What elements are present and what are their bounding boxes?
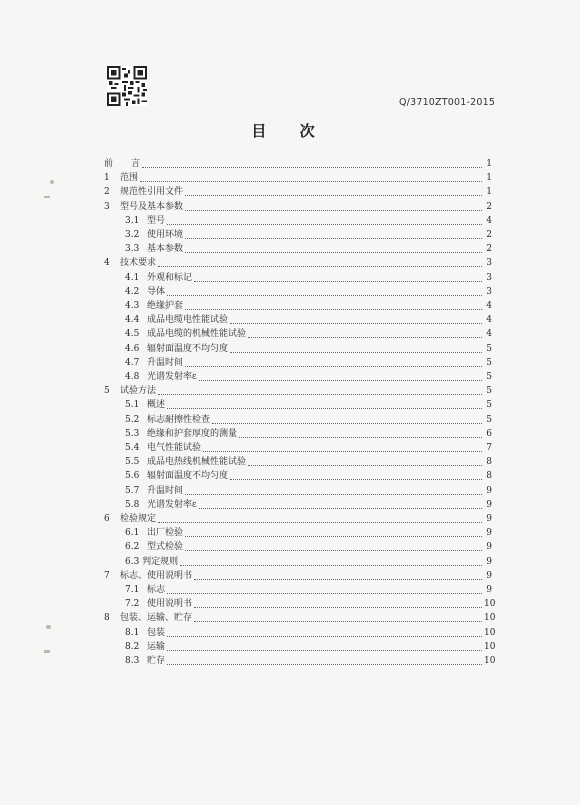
toc-entry xyxy=(125,270,492,284)
toc-entry-label: 导体 xyxy=(147,286,166,297)
toc-entry-page: 4 xyxy=(486,215,492,226)
toc-entry-number: 4.3 xyxy=(125,301,140,311)
toc-entry-label: 前 言 xyxy=(104,159,141,169)
toc-entry-label: 运输 xyxy=(147,641,166,652)
toc-leader-dots xyxy=(194,281,482,282)
toc-entry xyxy=(125,554,492,568)
toc-entry xyxy=(125,397,492,411)
toc-entry xyxy=(125,483,492,497)
toc-leader-dots xyxy=(199,508,482,509)
toc-leader-dots xyxy=(158,394,482,395)
toc-entry-page: 3 xyxy=(486,272,492,283)
toc-leader-dots xyxy=(199,380,482,381)
toc-entry-number: 4.8 xyxy=(125,372,140,382)
toc-entry-number: 4.4 xyxy=(125,315,140,326)
toc-entry xyxy=(125,341,492,355)
toc-entry xyxy=(125,326,492,340)
toc-entry-page: 1 xyxy=(486,173,492,184)
toc-entry-label: 概述 xyxy=(147,400,166,411)
toc-entry-page: 2 xyxy=(486,230,492,240)
toc-entry-page: 9 xyxy=(486,570,492,581)
toc-entry-label: 技术要求 xyxy=(120,258,157,269)
toc-leader-dots xyxy=(158,522,482,523)
toc-entry-label: 绝缘护套 xyxy=(147,301,184,311)
toc-entry xyxy=(125,653,496,667)
toc-entry-label: 规范性引用文件 xyxy=(120,187,184,198)
toc-leader-dots xyxy=(167,593,482,594)
toc-entry xyxy=(125,412,492,426)
toc-entry-number: 6.2 xyxy=(125,542,140,553)
toc-entry-page: 3 xyxy=(486,258,492,269)
toc-entry-page: 5 xyxy=(486,386,492,397)
toc-entry-number: 5.3 xyxy=(125,428,140,439)
toc-entry-page: 8 xyxy=(486,471,492,482)
toc-entry-number: 5.1 xyxy=(125,400,140,411)
toc-entry-page: 9 xyxy=(486,542,492,553)
toc-leader-dots xyxy=(158,266,482,267)
toc-entry-label: 包装 xyxy=(147,627,166,638)
toc-leader-dots xyxy=(167,650,482,651)
toc-entry xyxy=(125,227,492,241)
toc-entry xyxy=(104,170,492,184)
scan-mark xyxy=(44,196,50,198)
toc-entry xyxy=(125,241,492,255)
toc-leader-dots xyxy=(239,437,482,438)
toc-entry-number: 4.1 xyxy=(125,272,140,283)
toc-leader-dots xyxy=(185,536,482,537)
toc-entry xyxy=(125,596,496,610)
toc-entry-label: 辐射面温度不均匀度 xyxy=(147,471,229,482)
toc-entry-number: 8 xyxy=(104,613,110,624)
toc-entry xyxy=(125,312,492,326)
toc-entry-label: 升温时间 xyxy=(147,485,184,496)
toc-entry xyxy=(125,284,492,298)
toc-leader-dots xyxy=(185,195,482,196)
toc-entry-number: 3.2 xyxy=(125,230,140,240)
toc-entry xyxy=(125,298,492,312)
toc-entry-label: 型号 xyxy=(147,215,166,226)
toc-entry xyxy=(125,497,492,511)
toc-leader-dots xyxy=(185,550,482,551)
toc-entry-number: 8.1 xyxy=(125,627,140,638)
toc-entry-label: 绝缘和护套厚度的测量 xyxy=(147,428,238,439)
toc-entry xyxy=(125,582,492,596)
toc-entry-number: 5.8 xyxy=(125,499,140,510)
qr-code-icon xyxy=(107,66,147,106)
toc-entry-page: 1 xyxy=(486,159,492,169)
toc-entry-number: 4.6 xyxy=(125,343,140,354)
toc-entry xyxy=(125,355,492,369)
toc-leader-dots xyxy=(167,295,482,296)
toc-entry xyxy=(125,213,492,227)
toc-entry-label: 范围 xyxy=(120,173,139,184)
toc-entry-number: 5.2 xyxy=(125,414,140,425)
toc-leader-dots xyxy=(185,494,482,495)
toc-entry-page: 5 xyxy=(486,372,492,382)
toc-entry xyxy=(104,255,492,269)
toc-entry-label: 使用环境 xyxy=(147,230,184,240)
toc-entry xyxy=(104,511,492,525)
toc-entry-label: 成品电缆电性能试验 xyxy=(147,315,229,326)
toc-entry-label: 贮存 xyxy=(147,656,166,666)
toc-entry-label: 检验规定 xyxy=(120,514,157,524)
toc-leader-dots xyxy=(248,337,482,338)
toc-entry-number: 5.5 xyxy=(125,457,140,468)
toc-entry-label: 光谱发射率ε xyxy=(147,499,197,510)
toc-entry-page: 9 xyxy=(486,556,492,567)
toc-entry-page: 9 xyxy=(486,528,492,539)
toc-leader-dots xyxy=(194,621,482,622)
toc-entry-page: 9 xyxy=(486,499,492,510)
toc-entry-label: 标志、使用说明书 xyxy=(120,570,193,581)
toc-entry xyxy=(125,369,492,383)
toc-entry-page: 4 xyxy=(486,301,492,311)
toc-entry-page: 10 xyxy=(484,613,496,624)
toc-entry-page: 10 xyxy=(484,656,496,666)
toc-leader-dots xyxy=(203,451,482,452)
toc-entry-number: 8.3 xyxy=(125,656,140,666)
toc-entry-number: 5.6 xyxy=(125,471,140,482)
toc-entry-page: 10 xyxy=(484,599,496,610)
toc-entry-page: 5 xyxy=(486,414,492,425)
toc-entry-page: 9 xyxy=(486,514,492,524)
toc-entry-label: 标志耐擦性检查 xyxy=(147,414,211,425)
toc-entry-page: 3 xyxy=(486,286,492,297)
toc-entry-label: 标志 xyxy=(147,585,166,595)
toc-leader-dots xyxy=(180,565,482,566)
toc-entry-page: 2 xyxy=(486,244,492,255)
toc-entry-number: 3.3 xyxy=(125,244,140,255)
toc-leader-dots xyxy=(230,479,482,480)
toc-entry-number: 6 xyxy=(104,514,110,524)
toc-entry xyxy=(125,468,492,482)
toc-entry-label: 包装、运输、贮存 xyxy=(120,613,193,624)
toc-entry-label: 光谱发射率ε xyxy=(147,372,197,382)
scan-mark xyxy=(50,180,54,184)
toc-entry-page: 5 xyxy=(486,343,492,354)
toc-entry-number: 6.1 xyxy=(125,528,140,539)
toc-entry-label: 使用说明书 xyxy=(147,599,193,610)
toc-entry-label: 成品电缆的机械性能试验 xyxy=(147,329,247,340)
toc-entry-page: 5 xyxy=(486,400,492,411)
toc-entry-number: 3.1 xyxy=(125,215,140,226)
toc-entry-label: 出厂检验 xyxy=(147,528,184,539)
toc-entry-label: 基本参数 xyxy=(147,244,184,255)
page-title: 目 次 xyxy=(251,122,329,140)
toc-entry-page: 4 xyxy=(486,315,492,326)
toc-leader-dots xyxy=(140,181,482,182)
toc-leader-dots xyxy=(167,224,482,225)
toc-entry xyxy=(125,639,496,653)
scan-mark xyxy=(46,625,51,629)
standard-number: Q/3710ZT001-2015 xyxy=(399,97,496,108)
toc-entry-number: 4 xyxy=(104,258,110,269)
toc-leader-dots xyxy=(142,167,482,168)
toc-entry-number: 8.2 xyxy=(125,641,140,652)
toc-leader-dots xyxy=(185,252,482,253)
toc-entry-number: 3 xyxy=(104,201,110,212)
toc-entry xyxy=(125,454,492,468)
toc-leader-dots xyxy=(185,238,482,239)
toc-entry-page: 5 xyxy=(486,357,492,368)
toc-entry-label: 辐射面温度不均匀度 xyxy=(147,343,229,354)
toc-entry-number: 5 xyxy=(104,386,110,397)
toc-entry-number: 1 xyxy=(104,173,110,184)
toc-entry-label: 升温时间 xyxy=(147,357,184,368)
toc-entry xyxy=(104,184,492,198)
toc-entry-page: 8 xyxy=(486,457,492,468)
toc-entry-number: 5.4 xyxy=(125,443,140,453)
toc-entry xyxy=(125,426,492,440)
toc-entry-page: 10 xyxy=(484,627,496,638)
toc-entry-number: 4.5 xyxy=(125,329,140,340)
toc-entry xyxy=(125,440,492,454)
toc-entry-number: 5.7 xyxy=(125,485,140,496)
toc-entry-page: 1 xyxy=(486,187,492,198)
toc-entry-page: 2 xyxy=(486,201,492,212)
toc-entry xyxy=(125,539,492,553)
toc-entry-page: 10 xyxy=(484,641,496,652)
toc-leader-dots xyxy=(185,366,482,367)
toc-entry-label: 6.3 判定规则 xyxy=(125,556,179,567)
toc-entry xyxy=(125,625,496,639)
toc-entry xyxy=(104,199,492,213)
toc-entry-page: 6 xyxy=(486,428,492,439)
toc-entry xyxy=(104,383,492,397)
toc-entry xyxy=(104,156,492,170)
toc-entry-label: 型式检验 xyxy=(147,542,184,553)
toc-leader-dots xyxy=(230,352,482,353)
toc-entry-label: 电气性能试验 xyxy=(147,443,202,453)
toc-leader-dots xyxy=(167,636,482,637)
toc-entry-page: 9 xyxy=(486,585,492,595)
toc-entry-page: 7 xyxy=(486,443,492,453)
toc-entry-number: 2 xyxy=(104,187,110,198)
toc-entry-label: 型号及基本参数 xyxy=(120,201,184,212)
toc-entry xyxy=(125,525,492,539)
toc-leader-dots xyxy=(167,408,482,409)
toc-entry-number: 7.1 xyxy=(125,585,140,595)
toc-leader-dots xyxy=(248,465,482,466)
toc-entry-label: 试验方法 xyxy=(120,386,157,397)
toc-entry-number: 7 xyxy=(104,570,110,581)
toc-entry-page: 9 xyxy=(486,485,492,496)
toc-entry-label: 外观和标记 xyxy=(147,272,193,283)
toc-entry-number: 7.2 xyxy=(125,599,140,610)
toc-entry-number: 4.7 xyxy=(125,357,140,368)
toc-leader-dots xyxy=(185,210,482,211)
toc-entry-number: 4.2 xyxy=(125,286,140,297)
toc-leader-dots xyxy=(194,579,482,580)
toc-leader-dots xyxy=(185,309,482,310)
toc-leader-dots xyxy=(230,323,482,324)
toc-leader-dots xyxy=(194,607,482,608)
toc-entry xyxy=(104,568,492,582)
toc-entry-page: 4 xyxy=(486,329,492,340)
scan-mark xyxy=(44,650,50,653)
toc-entry xyxy=(104,610,496,624)
toc-leader-dots xyxy=(167,664,482,665)
toc-entry-label: 成品电热线机械性能试验 xyxy=(147,457,247,468)
toc-leader-dots xyxy=(212,423,482,424)
